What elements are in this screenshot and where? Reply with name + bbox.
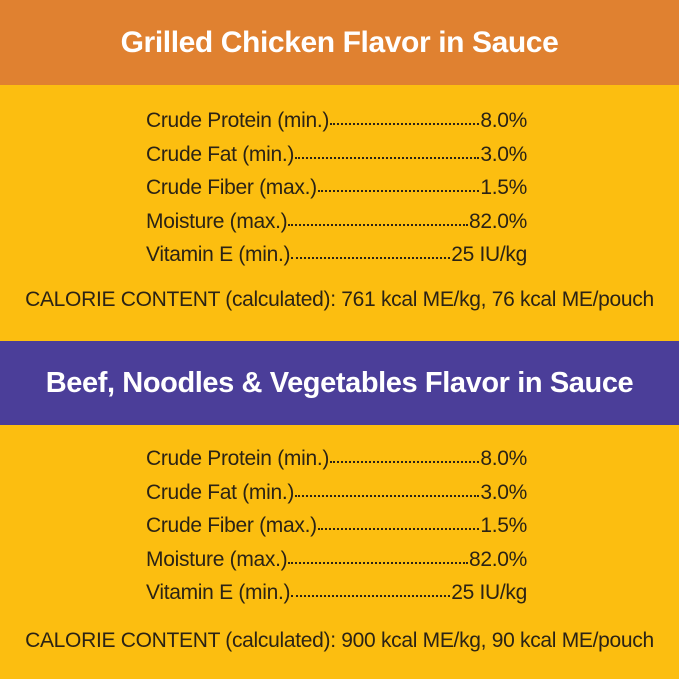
nutrient-label: Vitamin E (min.) xyxy=(146,580,291,604)
nutrient-value: 25 IU/kg xyxy=(451,580,527,604)
nutrient-row xyxy=(146,573,527,606)
nutrient-value: 25 IU/kg xyxy=(451,242,527,266)
dotted-leader xyxy=(330,123,479,125)
calorie-content-line: CALORIE CONTENT (calculated): 761 kcal ME/kg, 76 kcal ME/pouch xyxy=(25,288,654,311)
dotted-leader xyxy=(295,157,479,159)
nutrient-value: 3.0% xyxy=(480,142,527,166)
nutrient-label: Crude Protein (min.) xyxy=(146,447,330,471)
dotted-leader xyxy=(318,528,480,530)
dotted-leader xyxy=(318,190,480,192)
nutrient-label: Moisture (max.) xyxy=(146,209,288,233)
nutrient-value: 82.0% xyxy=(468,209,527,233)
flavor-header-beef-noodles-vegetables xyxy=(0,341,679,425)
nutrient-row xyxy=(146,472,527,505)
nutrient-value: 8.0% xyxy=(480,447,527,471)
nutrient-label: Crude Fat (min.) xyxy=(146,480,295,504)
nutrient-row xyxy=(146,539,527,572)
guaranteed-analysis-list xyxy=(146,101,527,268)
nutrient-label: Crude Protein (min.) xyxy=(146,109,330,133)
nutrient-row xyxy=(146,168,527,201)
nutrient-label: Crude Fat (min.) xyxy=(146,142,295,166)
nutrient-value: 1.5% xyxy=(480,176,527,200)
nutrient-row xyxy=(146,134,527,167)
nutrient-row xyxy=(146,201,527,234)
nutrient-label: Moisture (max.) xyxy=(146,547,288,571)
flavor-header-grilled-chicken xyxy=(0,0,679,85)
dotted-leader xyxy=(295,495,479,497)
dotted-leader xyxy=(291,595,450,597)
nutrient-row xyxy=(146,439,527,472)
dotted-leader xyxy=(288,562,468,564)
dotted-leader xyxy=(330,461,479,463)
nutrient-value: 1.5% xyxy=(480,514,527,538)
guaranteed-analysis-list xyxy=(146,439,527,606)
flavor-title: Grilled Chicken Flavor in Sauce xyxy=(120,25,559,59)
dotted-leader xyxy=(288,224,468,226)
nutrient-row xyxy=(146,101,527,134)
nutrient-value: 3.0% xyxy=(480,480,527,504)
dotted-leader xyxy=(291,257,450,259)
nutrient-label: Crude Fiber (max.) xyxy=(146,514,317,538)
nutrient-value: 82.0% xyxy=(468,547,527,571)
nutrient-value: 8.0% xyxy=(480,109,527,133)
nutrient-row xyxy=(146,506,527,539)
calorie-content-line: CALORIE CONTENT (calculated): 900 kcal ME/kg, 90 kcal ME/pouch xyxy=(25,629,654,652)
nutrient-label: Vitamin E (min.) xyxy=(146,242,291,266)
nutrient-label: Crude Fiber (max.) xyxy=(146,176,317,200)
nutrient-row xyxy=(146,235,527,268)
flavor-title: Beef, Noodles & Vegetables Flavor in Sauce xyxy=(45,366,634,399)
